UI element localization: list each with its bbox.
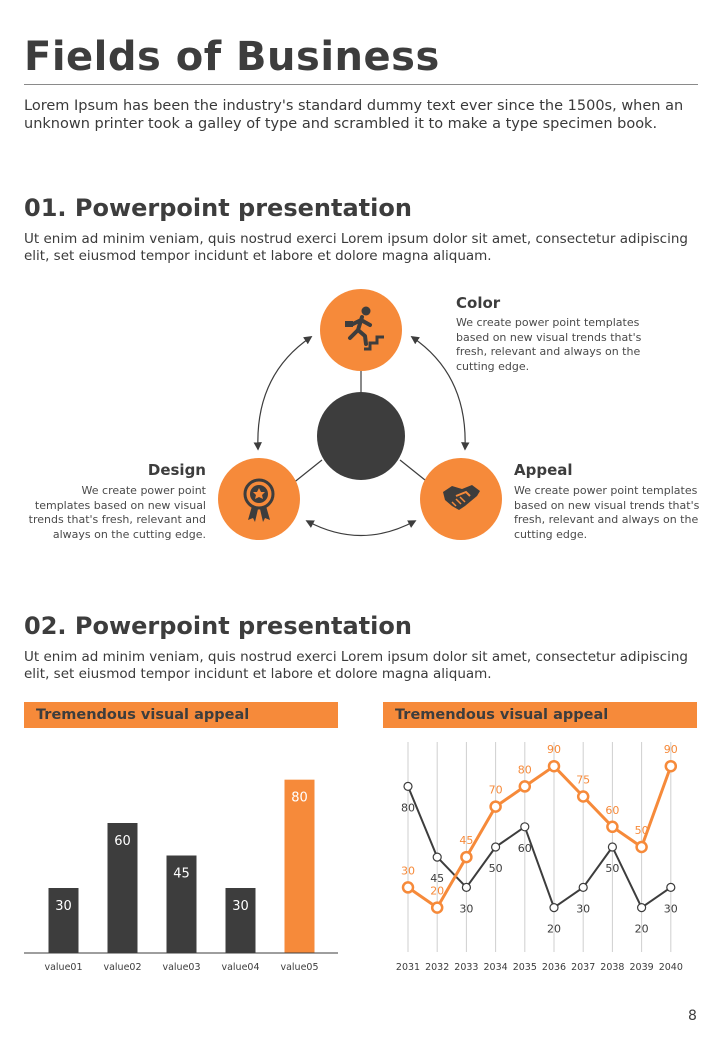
data-label: 45 [430, 872, 445, 886]
feature-color-text: We create power point templates based on new visual trends that's fresh, relevant and always on the cutting edge. [456, 316, 642, 373]
bar-category-label: value01 [44, 962, 83, 973]
data-label: 90 [547, 743, 561, 757]
data-point [492, 843, 500, 851]
arrow-top-left [258, 337, 311, 449]
bar-category-label: value03 [162, 962, 201, 973]
data-label: 60 [605, 803, 620, 817]
x-tick-label: 2034 [483, 962, 508, 973]
data-point [521, 823, 529, 831]
x-tick-label: 2031 [395, 962, 421, 973]
bar-chart-banner: Tremendous visual appeal [24, 702, 338, 728]
data-label: 50 [634, 824, 649, 837]
data-label: 30 [576, 902, 591, 916]
feature-appeal-title: Appeal [514, 461, 573, 479]
bar-value-label: 30 [55, 899, 72, 914]
x-tick-label: 2039 [629, 962, 654, 973]
x-tick-label: 2037 [571, 962, 596, 973]
feature-color-title: Color [456, 294, 501, 312]
data-point [666, 761, 676, 771]
bar-value-label: 30 [232, 899, 249, 914]
bar-category-label: value02 [103, 962, 142, 973]
x-tick-label: 2032 [425, 962, 450, 973]
data-label: 75 [576, 773, 591, 787]
data-point [667, 883, 675, 891]
data-point [637, 842, 647, 852]
data-point [404, 782, 412, 790]
data-label: 30 [663, 902, 678, 916]
data-label: 45 [459, 834, 474, 848]
data-point [638, 904, 646, 912]
data-label: 70 [488, 783, 503, 797]
x-tick-label: 2040 [658, 962, 683, 973]
feature-appeal-text: We create power point templates based on new visual trends that's fresh, relevant and always on the cutting edge. [514, 484, 700, 541]
bar-value-label: 80 [291, 790, 308, 806]
data-point [608, 843, 616, 851]
data-point [462, 883, 470, 891]
connector-line-left [292, 460, 322, 484]
section2-heading: 02. Powerpoint presentation [24, 612, 412, 640]
x-tick-label: 2035 [512, 962, 537, 973]
data-point [403, 882, 413, 892]
bar-value04 [226, 888, 256, 953]
data-label: 20 [634, 922, 649, 936]
x-tick-label: 2038 [600, 962, 625, 973]
data-point [491, 802, 501, 812]
page-number: 8 [688, 1008, 697, 1024]
arrow-bottom [307, 521, 415, 536]
data-label: 20 [547, 922, 561, 936]
section2-paragraph: Ut enim ad minim veniam, quis nostrud exerci Lorem ipsum dolor sit amet, consectetur adipiscing elit, set eiusmod tempor incidunt et labore et dolore magna aliquam. [24, 649, 688, 682]
runner-stairs-icon [320, 289, 402, 371]
data-point [461, 852, 471, 862]
data-point [520, 781, 530, 791]
data-point [432, 903, 442, 913]
center-circle [317, 392, 405, 480]
handshake-icon [420, 458, 502, 540]
title-divider [24, 84, 698, 85]
bar-category-label: value04 [221, 962, 260, 973]
line-chart [383, 736, 697, 980]
data-label: 80 [517, 763, 532, 777]
intro-paragraph: Lorem Ipsum has been the industry's standard dummy text ever since the 1500s, when an unknown printer took a galley of type and scrambled it to make a type specimen book. [24, 98, 684, 132]
bar-chart [24, 740, 338, 980]
data-label: 50 [488, 862, 503, 875]
data-point [433, 853, 441, 861]
data-point [549, 761, 559, 771]
x-tick-label: 2036 [541, 962, 567, 973]
data-point [607, 822, 617, 832]
section1-paragraph: Ut enim ad minim veniam, quis nostrud exerci Lorem ipsum dolor sit amet, consectetur adipiscing elit, set eiusmod tempor incidunt et labore et dolore magna aliquam. [24, 231, 688, 264]
bar-value-label: 60 [114, 834, 131, 849]
data-label: 50 [605, 862, 620, 875]
data-point [579, 883, 587, 891]
data-label: 80 [401, 801, 415, 815]
data-label: 20 [430, 884, 445, 898]
data-label: 90 [663, 743, 678, 757]
data-label: 30 [459, 902, 474, 916]
data-label: 60 [517, 841, 532, 855]
data-point [578, 792, 588, 802]
page-title: Fields of Business [24, 34, 440, 80]
bar-value-label: 45 [173, 866, 190, 882]
section1-heading: 01. Powerpoint presentation [24, 194, 412, 222]
bar-category-label: value05 [280, 962, 319, 973]
data-label: 30 [401, 864, 415, 878]
award-badge-icon [218, 458, 300, 540]
x-tick-label: 2033 [454, 962, 479, 973]
data-point [550, 904, 558, 912]
feature-design-title: Design [147, 461, 206, 479]
feature-design-text: We create power point templates based on new visual trends that's fresh, relevant and always on the cutting edge. [28, 484, 206, 541]
line-chart-banner: Tremendous visual appeal [383, 702, 697, 728]
bar-value01 [49, 888, 79, 953]
